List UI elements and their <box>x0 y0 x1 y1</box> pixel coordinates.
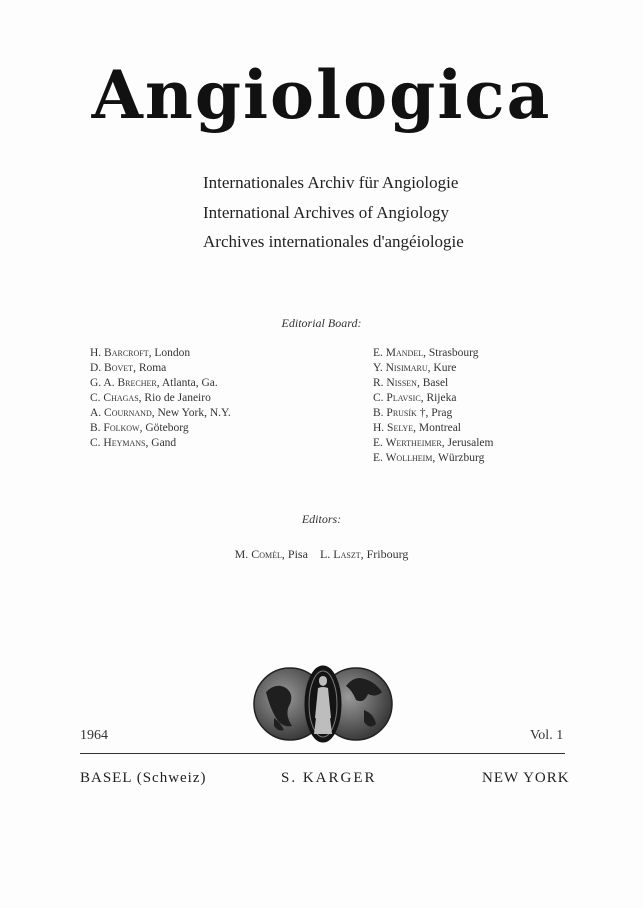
board-member: C. Plavsic, Rijeka <box>373 392 457 404</box>
subtitle-english: International Archives of Angiology <box>203 203 449 222</box>
editor-name: M. Comèl <box>234 547 282 561</box>
footer-rule <box>80 753 565 754</box>
member-place: Strasbourg <box>428 347 479 359</box>
board-member: E. Wertheimer, Jerusalem <box>373 437 494 449</box>
board-member: B. Prusík †, Prag <box>373 407 453 419</box>
city-new-york: NEW YORK <box>482 770 570 786</box>
editorial-board-right-column <box>373 346 493 466</box>
editorial-board-heading: Editorial Board: <box>281 316 362 330</box>
member-place: New York, N.Y. <box>157 407 231 419</box>
board-member: D. Bovet, Roma <box>90 362 167 374</box>
member-place: Würzburg <box>437 452 485 464</box>
editors-line: M. Comèl, Pisa L. Laszt, Fribourg <box>234 547 409 561</box>
board-member: Y. Nisimaru, Kure <box>373 362 457 374</box>
member-name: C. Chagas <box>90 392 139 404</box>
member-name: E. Wertheimer <box>373 437 442 449</box>
member-place: London <box>154 347 191 359</box>
member-place: Göteborg <box>145 422 189 434</box>
member-place: Basel <box>422 377 449 389</box>
member-place: Rio de Janeiro <box>144 392 211 404</box>
globe-emblem-icon <box>252 662 394 746</box>
member-place: Montreal <box>418 422 461 434</box>
member-place: Atlanta, Ga. <box>161 377 218 389</box>
board-member: C. Chagas, Rio de Janeiro <box>90 392 211 404</box>
member-place: Rijeka <box>426 392 457 404</box>
member-name: B. Prusík † <box>373 407 426 419</box>
board-member: B. Folkow, Göteborg <box>90 422 189 434</box>
city-basel: BASEL (Schweiz) <box>80 770 207 786</box>
member-place: Kure <box>433 362 457 374</box>
board-member: E. Mandel, Strasbourg <box>373 347 479 359</box>
member-place: Jerusalem <box>447 437 494 449</box>
member-name: Y. Nisimaru <box>373 362 428 374</box>
year: 1964 <box>80 728 108 743</box>
member-name: E. Mandel <box>373 347 424 359</box>
member-name: G. A. Brecher <box>90 377 157 389</box>
member-name: C. Plavsic <box>373 392 421 404</box>
member-name: B. Folkow <box>90 422 140 434</box>
editorial-board-left-column <box>90 346 231 451</box>
member-name: A. Cournand <box>90 407 152 419</box>
board-member: A. Cournand, New York, N.Y. <box>90 407 231 419</box>
board-member: C. Heymans, Gand <box>90 437 177 449</box>
member-name: D. Bovet <box>90 362 134 374</box>
editor-place: Fribourg <box>366 547 409 561</box>
board-member: H. Selye, Montreal <box>373 422 461 434</box>
board-member: E. Wollheim, Würzburg <box>373 452 485 464</box>
editor-name: L. Laszt <box>319 547 361 561</box>
journal-title: Angiologica <box>91 56 552 134</box>
member-name: H. Barcroft <box>90 347 149 359</box>
member-place: Prag <box>431 407 453 419</box>
board-member: G. A. Brecher, Atlanta, Ga. <box>90 377 218 389</box>
publisher-name: S. KARGER <box>281 770 377 786</box>
subtitle-german: Internationales Archiv für Angiologie <box>203 173 459 192</box>
member-name: C. Heymans <box>90 437 146 449</box>
member-name: E. Wollheim <box>373 452 433 464</box>
editors-heading: Editors: <box>301 512 342 526</box>
board-member: H. Barcroft, London <box>90 347 191 359</box>
member-name: R. Nissen <box>373 377 417 389</box>
editor-place: Pisa <box>287 547 308 561</box>
volume-number: Vol. 1 <box>530 728 564 743</box>
board-member: R. Nissen, Basel <box>373 377 449 389</box>
subtitle-french: Archives internationales d'angéiologie <box>203 232 464 251</box>
member-place: Gand <box>151 437 177 449</box>
member-name: H. Selye <box>373 422 414 434</box>
member-place: Roma <box>138 362 167 374</box>
